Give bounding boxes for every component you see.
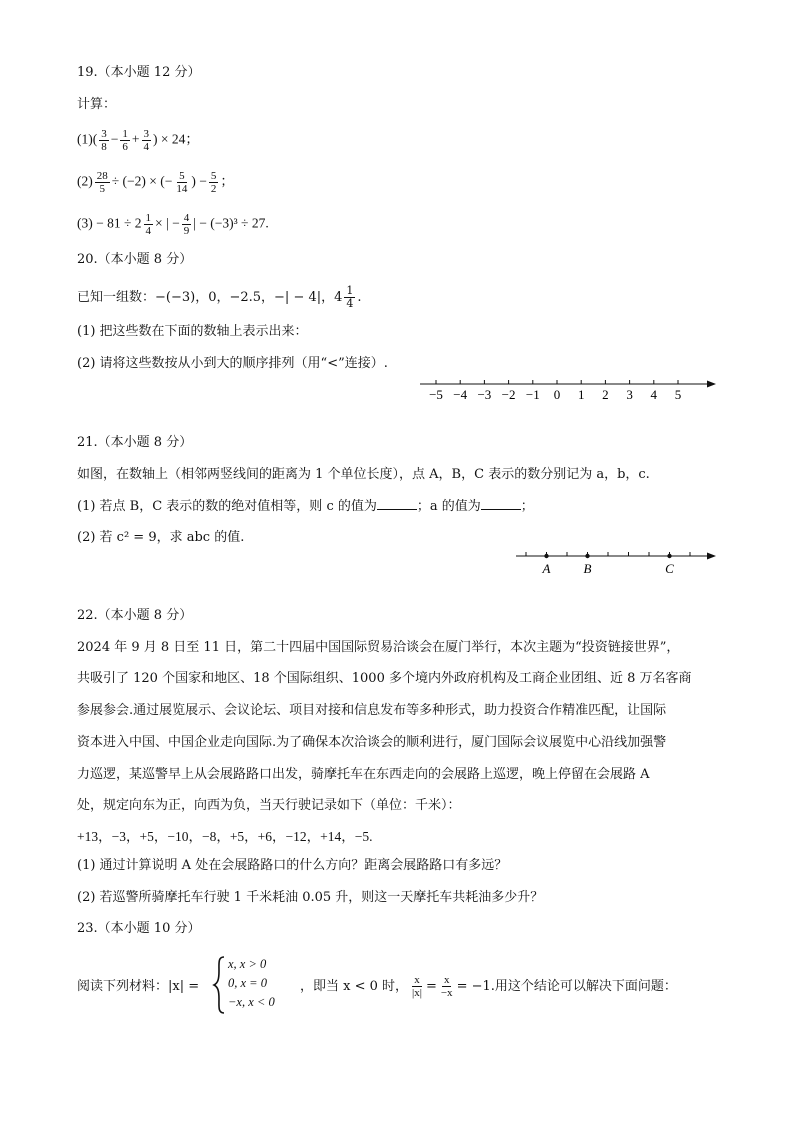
left-brace-icon bbox=[212, 955, 226, 1015]
q21-arrow bbox=[707, 553, 716, 560]
tick-label: 4 bbox=[650, 387, 658, 402]
case-zero: 0, x = 0 bbox=[228, 976, 267, 990]
q23-mid: ，即当 x < 0 时， bbox=[300, 979, 409, 994]
number-line-arrow bbox=[707, 381, 716, 388]
case-positive: x, x > 0 bbox=[228, 957, 267, 971]
q21-part1 bbox=[77, 497, 534, 516]
q22-header: 22.（本小题 8 分） bbox=[77, 608, 193, 623]
q20-intro-text: 已知一组数：−(−3)，0，−2.5，−| − 4|，4 bbox=[77, 290, 343, 305]
tick-label: 1 bbox=[577, 387, 585, 402]
frac-x-absx: $\frac{x}{|x|}$ bbox=[412, 974, 422, 999]
point-C bbox=[667, 554, 671, 558]
number-line-ticks bbox=[429, 380, 681, 402]
q21-number-line bbox=[514, 546, 718, 578]
q21-part1-c: ； bbox=[520, 499, 534, 514]
q19-p2-tail: ； bbox=[220, 173, 234, 189]
q23-eq1: = bbox=[425, 979, 437, 994]
q19-p2-a: ÷ (−2) × (− bbox=[111, 173, 173, 189]
tick-label: −2 bbox=[501, 387, 516, 402]
answer-blank-c[interactable] bbox=[377, 497, 417, 510]
q23-eq2: = −1. bbox=[456, 979, 495, 994]
q21-header: 21.（本小题 8 分） bbox=[77, 435, 193, 450]
point-label: C bbox=[665, 561, 674, 576]
case-negative: −x, x < 0 bbox=[228, 995, 275, 1009]
frac-1-6: $\frac{1}{6}$ bbox=[122, 128, 128, 153]
q23-header: 23.（本小题 10 分） bbox=[77, 921, 201, 936]
q23-piecewise bbox=[212, 955, 302, 1015]
q21-part1-a: (1) 若点 B，C 表示的数的绝对值相等，则 c 的值为 bbox=[77, 499, 377, 514]
q20-number-line bbox=[418, 374, 718, 406]
q22-line-4: 资本进入中国、中国企业走向国际.为了确保本次洽谈会的顺利进行，厦门国际会议展览中心沿线加强警 bbox=[77, 735, 667, 750]
tick-label: 5 bbox=[674, 387, 682, 402]
q19-p3-tail: | − (−3)³ ÷ 27. bbox=[193, 215, 269, 231]
point-label: A bbox=[542, 561, 551, 576]
q23-lead: 阅读下列材料：|x| = bbox=[77, 979, 200, 994]
q19-p1-tail: ) × 24； bbox=[153, 131, 199, 147]
q22-part2: (2) 若巡警所骑摩托车行驶 1 千米耗油 0.05 升，则这一天摩托车共耗油多少升？ bbox=[77, 890, 544, 905]
q19-part1: (1)( $\frac{3}{8}$ − $\frac{1}{6}$ + $\frac{3}{4}$ ) × 24； bbox=[77, 128, 199, 153]
q19-part3 bbox=[77, 212, 269, 237]
q19-header: 19.（本小题 12 分） bbox=[77, 65, 201, 80]
q22-line-1: 2024 年 9 月 8 日至 11 日，第二十四届中国国际贸易洽谈会在厦门举行，本次主题为“投资链接世界”， bbox=[77, 640, 680, 655]
frac-3-4: $\frac{3}{4}$ bbox=[143, 128, 149, 153]
frac-4-9: $\frac{4}{9}$ bbox=[183, 212, 190, 237]
q23-tail: 用这个结论可以解决下面问题： bbox=[494, 979, 677, 994]
q19-p3-mid: × | − bbox=[155, 215, 180, 231]
q22-record: +13，−3，+5，−10，−8，+5，+6，−12，+14，−5. bbox=[77, 829, 373, 844]
q20-part1: (1) 把这些数在下面的数轴上表示出来： bbox=[77, 324, 308, 339]
tick-label: −4 bbox=[453, 387, 468, 402]
q20-intro-end: . bbox=[357, 290, 362, 305]
q19-p2-b: ) − bbox=[191, 173, 207, 189]
answer-blank-a[interactable] bbox=[481, 497, 521, 510]
point-B bbox=[585, 554, 589, 558]
q19-p3-label: (3) − 81 ÷ 2 bbox=[77, 215, 142, 231]
q20-intro bbox=[77, 285, 362, 310]
tick-label: −5 bbox=[429, 387, 443, 402]
q20-header: 20.（本小题 8 分） bbox=[77, 252, 193, 267]
q19-p2-label: (2) bbox=[77, 173, 93, 189]
tick-label: 2 bbox=[602, 387, 609, 402]
q21-part1-b: ；a 的值为 bbox=[416, 499, 481, 514]
frac-5-2: $\frac{5}{2}$ bbox=[210, 170, 217, 195]
frac-5-14: $\frac{5}{14}$ bbox=[176, 170, 188, 195]
tick-label: 3 bbox=[626, 387, 633, 402]
frac-x-negx: $\frac{x}{-x}$ bbox=[440, 974, 453, 999]
q19-part2 bbox=[77, 170, 234, 195]
q21-part2: (2) 若 c² = 9，求 abc 的值. bbox=[77, 530, 245, 545]
tick-label: 0 bbox=[553, 387, 561, 402]
frac-1-4: $\frac{1}{4}$ bbox=[145, 212, 152, 237]
point-A bbox=[544, 554, 548, 558]
q20-part2: (2) 请将这些数按从小到大的顺序排列（用“<”连接）. bbox=[77, 356, 388, 371]
frac-3-8: $\frac{3}{8}$ bbox=[101, 128, 107, 153]
q23-rest bbox=[300, 974, 677, 999]
frac-28-5: $\frac{28}{5}$ bbox=[96, 170, 108, 195]
q22-part1: (1) 通过计算说明 A 处在会展路路口的什么方向？距离会展路路口有多远？ bbox=[77, 858, 508, 873]
q22-line-2: 共吸引了 120 个国家和地区、18 个国际组织、1000 多个境内外政府机构及工商企业团组、近 8 万名客商 bbox=[77, 671, 692, 686]
tick-label: −3 bbox=[477, 387, 492, 402]
piecewise-cases bbox=[228, 955, 275, 1012]
frac-1-4-b: $\frac{1}{4}$ bbox=[346, 284, 354, 310]
q22-line-5: 力巡逻，某巡警早上从会展路路口出发，骑摩托车在东西走向的会展路上巡逻，晚上停留在会展路 A bbox=[77, 767, 650, 782]
tick-label: −1 bbox=[525, 387, 540, 402]
q22-line-6: 处，规定向东为正，向西为负，当天行驶记录如下（单位：千米）： bbox=[77, 798, 461, 813]
q22-line-3: 参展参会.通过展览展示、会议论坛、项目对接和信息发布等多种形式，助力投资合作精准匹配，让国际 bbox=[77, 703, 667, 718]
point-label: B bbox=[583, 561, 592, 576]
q21-intro: 如图，在数轴上（相邻两竖线间的距离为 1 个单位长度），点 A，B，C 表示的数分别记为 a，b，c. bbox=[77, 467, 650, 482]
q19-intro: 计算： bbox=[77, 97, 117, 112]
q19-p1-label: (1)( bbox=[77, 131, 98, 147]
